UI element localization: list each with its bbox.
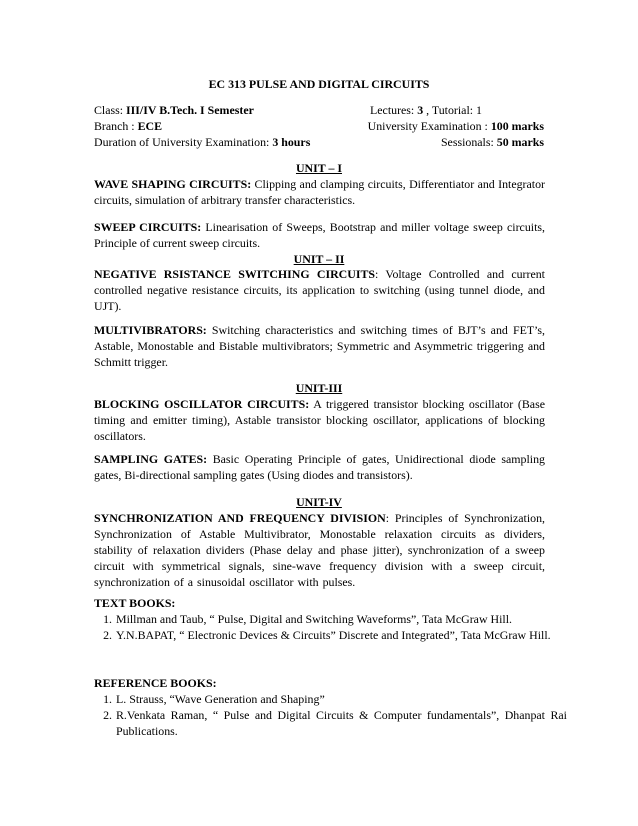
topic-text: Basic Operating Principle of gates, Unidirectional diode sampling gates, Bi-directional sampling gates (Using diodes and transistors).	[94, 452, 545, 482]
item-text: Y.N.BAPAT, “ Electronic Devices & Circuits” Discrete and Integrated”, Tata McGraw Hill.	[116, 628, 551, 642]
reference-books-list	[94, 691, 567, 739]
topic-text: Linearisation of Sweeps, Bootstrap and miller voltage sweep circuits, Principle of current sweep circuits.	[94, 220, 545, 250]
sessionals-value: 50 marks	[496, 135, 544, 149]
unit-4-heading: UNIT-IV	[296, 495, 342, 509]
topic-title: MULTIVIBRATORS:	[94, 323, 207, 337]
branch-info	[94, 118, 162, 134]
class-value: III/IV B.Tech. I Semester	[126, 103, 254, 117]
duration-value: 3 hours	[272, 135, 311, 149]
unit-3-heading: UNIT-III	[295, 381, 343, 395]
course-title: EC 313 PULSE AND DIGITAL CIRCUITS	[208, 77, 430, 91]
topic-title: WAVE SHAPING CIRCUITS:	[94, 177, 252, 191]
unit-3-topic-2	[94, 451, 545, 483]
item-number: 1.	[103, 692, 112, 706]
unit-1-topic-1	[94, 176, 545, 208]
class-info	[94, 102, 254, 118]
lectures-info	[370, 102, 482, 118]
topic-text: Switching characteristics and switching times of BJT’s and FET’s, Astable, Monostable and Bistable multivibrators; Symmetric and Asymmetric triggering and Schmitt trigger.	[94, 323, 545, 369]
exam-label: University Examination :	[367, 119, 491, 133]
unit-2-heading: UNIT – II	[293, 252, 345, 266]
lectures-value: 3	[417, 103, 424, 117]
lectures-label: Lectures:	[370, 103, 418, 117]
topic-title: NEGATIVE RSISTANCE SWITCHING CIRCUITS	[94, 267, 376, 281]
topic-text: : Voltage Controlled and current controlled negative resistance circuits, its application to switching (using tunnel diode, and UJT).	[94, 267, 545, 313]
branch-value: ECE	[137, 119, 163, 133]
topic-text: A triggered transistor blocking oscillator (Base timing and emitter timing), Astable transistor blocking oscillator, applications of blocking oscillators.	[94, 397, 545, 443]
sessionals-info	[441, 134, 544, 150]
topic-title: SAMPLING GATES:	[94, 452, 208, 466]
unit-1-heading: UNIT – I	[295, 161, 343, 175]
tutorial-text: , Tutorial: 1	[423, 103, 482, 117]
topic-title: SYNCHRONIZATION AND FREQUENCY DIVISION	[94, 511, 386, 525]
duration-label: Duration of University Examination:	[94, 135, 273, 149]
item-text: Millman and Taub, “ Pulse, Digital and Switching Waveforms”, Tata McGraw Hill.	[116, 612, 512, 626]
list-item	[103, 707, 567, 739]
list-item	[103, 627, 567, 643]
unit-2-topic-2	[94, 322, 545, 370]
topic-title: BLOCKING OSCILLATOR CIRCUITS:	[94, 397, 310, 411]
list-item	[103, 691, 567, 707]
item-number: 2.	[103, 708, 112, 722]
topic-text: Clipping and clamping circuits, Differentiator and Integrator circuits, simulation of arbitrary transfer characteristics.	[94, 177, 546, 207]
unit-1-topic-2	[94, 219, 545, 251]
unit-4-topic-1	[94, 510, 545, 590]
topic-title: SWEEP CIRCUITS:	[94, 220, 202, 234]
reference-books-heading: REFERENCE BOOKS:	[94, 676, 217, 690]
class-label: Class:	[94, 103, 127, 117]
item-number: 1.	[103, 612, 112, 626]
branch-label: Branch :	[94, 119, 138, 133]
item-number: 2.	[103, 628, 112, 642]
item-text: L. Strauss, “Wave Generation and Shaping”	[116, 692, 325, 706]
unit-3-topic-1	[94, 396, 545, 444]
item-text: R.Venkata Raman, “ Pulse and Digital Circuits & Computer fundamentals”, Dhanpat Rai Publications.	[116, 708, 567, 738]
text-books-list	[94, 611, 567, 643]
topic-text: : Principles of Synchronization, Synchronization of Astable Multivibrator, Monostable relaxation circuits as dividers, stability of relaxation dividers (Phase delay and phase jitter), synchronization of a sweep circuit with symmetrical signals, sine-wave frequency division with a sweep circuit, synchronization of a sinusoidal oscillator with pulses.	[94, 511, 545, 589]
duration-info	[94, 134, 310, 150]
text-books-heading: TEXT BOOKS:	[94, 596, 176, 610]
sessionals-label: Sessionals:	[440, 135, 497, 149]
exam-value: 100 marks	[490, 119, 544, 133]
unit-2-topic-1	[94, 266, 545, 314]
exam-info	[368, 118, 544, 134]
list-item	[103, 611, 567, 627]
